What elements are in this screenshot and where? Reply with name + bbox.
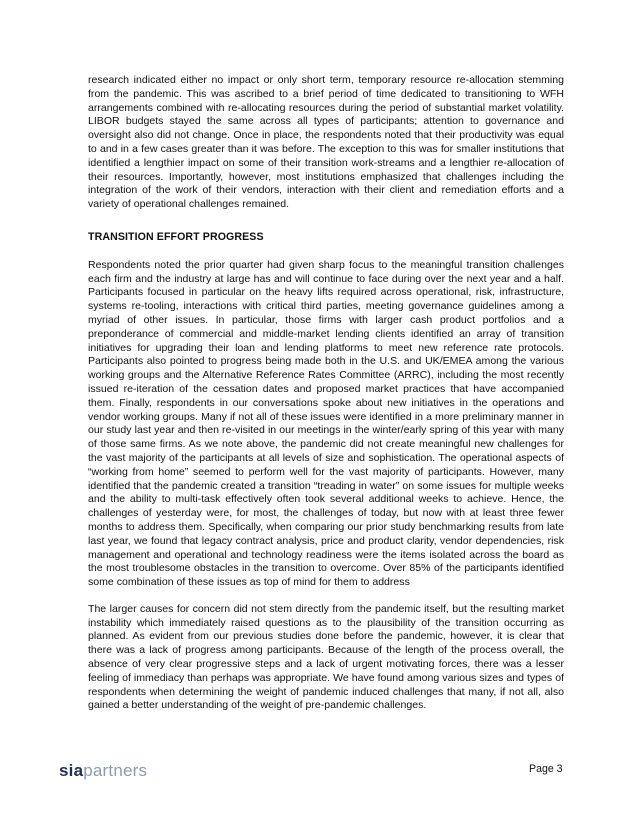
document-body — [88, 74, 564, 713]
section-heading: TRANSITION EFFORT PROGRESS — [88, 230, 264, 243]
paragraph-intro: research indicated either no impact or only short term, temporary resource re-allocation stemming from the pandemic. This was ascribed to a brief period of time dedicated to transitioning to WFH arrangements combined with re-allocating resources during the period of substantial market volatility. LIBOR budgets stayed the same across all types of participants; attention to governance and oversight also did not change. Once in place, the respondents noted that their productivity was equal to and in a few cases greater than it was before. The exception to this was for smaller institutions that identified a lengthier impact on some of their transition work-streams and a lengthier re-allocation of their resources. Importantly, however, most institutions emphasized that challenges including the integration of the work of their vendors, interaction with their client and remediation efforts and a variety of operational challenges remained. — [88, 74, 564, 211]
sia-partners-logo — [59, 761, 147, 781]
paragraph-larger-causes: The larger causes for concern did not stem directly from the pandemic itself, but the resulting market instability which immediately raised questions as to the plausibility of the transition occurring as planned. As evident from our previous studies done before the pandemic, however, it is clear that there was a lack of progress among participants. Because of the length of the process overall, the absence of very clear progressive steps and a lack of urgent motivating forces, there was a lesser feeling of immediacy than perhaps was appropriate. We have found among various sizes and types of respondents when determining the weight of pandemic induced challenges that many, if not all, also gained a better understanding of the weight of pre-pandemic challenges. — [88, 602, 564, 712]
page-number: Page 3 — [529, 763, 563, 775]
paragraph-transition-progress: Respondents noted the prior quarter had given sharp focus to the meaningful transition challenges each firm and the industry at large has and will continue to face during over the next year and a half. Participants focused in particular on the heavy lifts required across operational, risk, infrastructure, systems re-tooling, interactions with critical third parties, meeting governance guidelines among a myriad of other issues. In particular, those firms with larger cash product portfolios and a preponderance of commercial and middle-market lending clients identified an array of transition initiatives for upgrading their loan and lending platforms to meet new reference rate protocols. Participants also pointed to progress being made both in the U.S. and UK/EMEA among the various working groups and the Alternative Reference Rates Committee (ARRC), including the most recently issued re-iteration of the cessation dates and proposed market practices that have accompanied them. Finally, respondents in our conversations spoke about new initiatives in the operations and vendor working groups. Many if not all of these issues were identified in a more preliminary manner in our study last year and then re-visited in our meetings in the winter/early spring of this year with many of those same firms. As we note above, the pandemic did not create meaningful new challenges for the vast majority of the participants at all levels of size and sophistication. The operational aspects of “working from home” seemed to perform well for the vast majority of participants. However, many identified that the pandemic created a transition “treading in water” on some issues for multiple weeks and the ability to multi-task effectively often took several additional weeks to achieve. Hence, the challenges of yesterday were, for most, the challenges of today, but now with at least three fewer months to address them. Specifically, when comparing our prior study benchmarking results from late last year, we found that legacy contract analysis, price and product clarity, vendor dependencies, risk management and operational and technology readiness were the items isolated across the board as the most troublesome obstacles in the transition to overcome. Over 85% of the participants identified some combination of these issues as top of mind for them to address — [88, 258, 564, 589]
logo-sia-text: sia — [59, 761, 84, 780]
logo-partners-text: partners — [83, 761, 148, 780]
